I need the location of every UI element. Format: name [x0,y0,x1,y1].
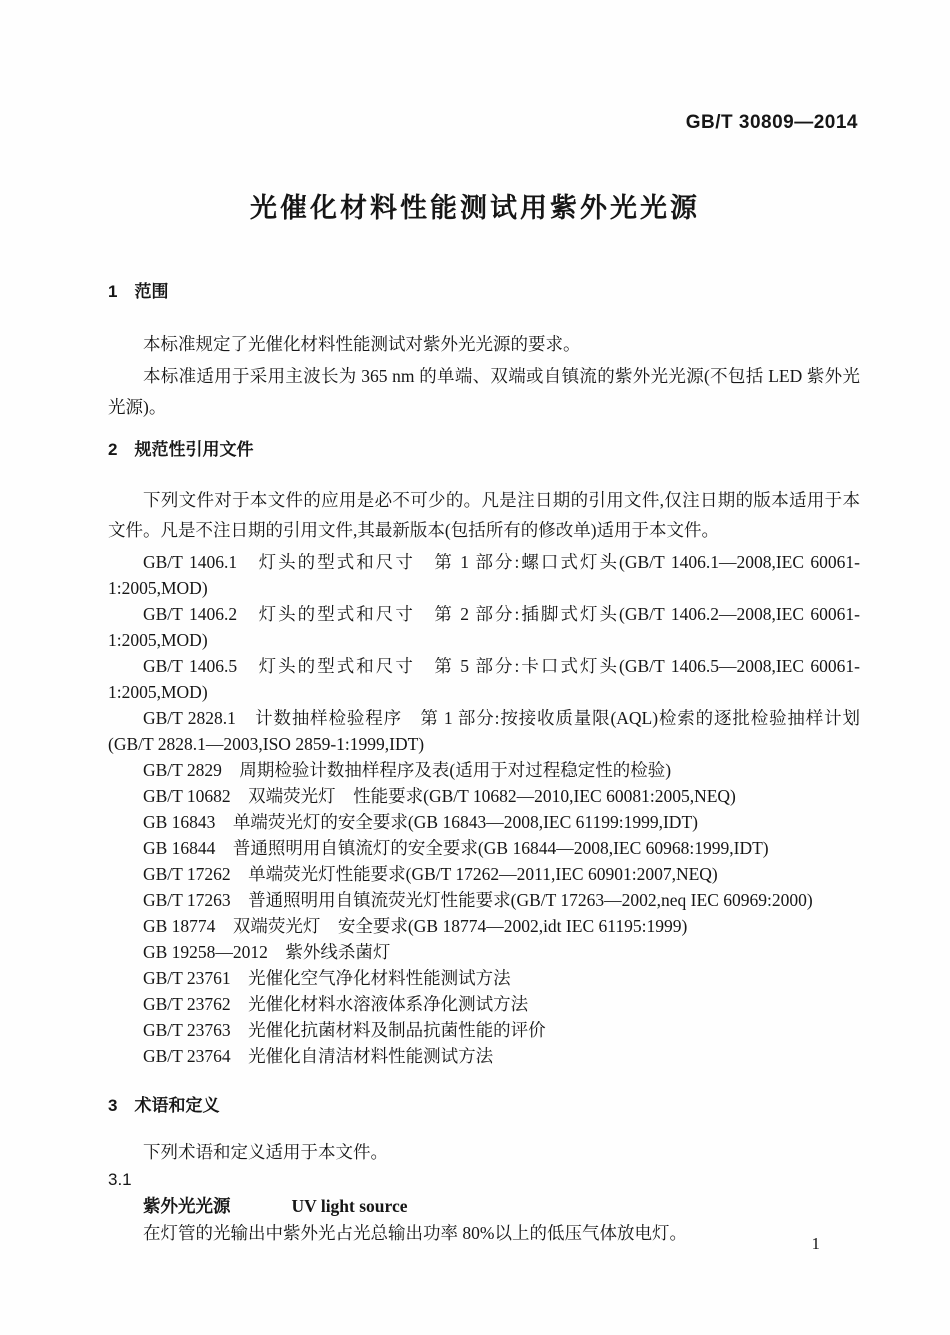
term-english: UV light source [291,1196,408,1216]
scope-paragraph-2: 本标准适用于采用主波长为 365 nm 的单端、双端或自镇流的紫外光光源(不包括 LED 紫外光光源)。 [108,366,860,417]
normative-references-list [108,549,860,1069]
section-1-title: 范围 [134,282,169,301]
reference-item: GB 16844 普通照明用自镇流灯的安全要求(GB 16844—2008,IEC 60968:1999,IDT) [143,838,769,858]
reference-item: GB/T 2829 周期检验计数抽样程序及表(适用于对过程稳定性的检验) [143,760,672,780]
section-3-title: 术语和定义 [134,1096,220,1115]
term-definition: 在灯管的光输出中紫外光占光总输出功率 80%以上的低压气体放电灯。 [143,1223,687,1243]
term-chinese: 紫外光光源 [143,1196,231,1216]
document-body [108,275,860,1247]
reference-item: GB 19258—2012 紫外线杀菌灯 [143,942,391,962]
reference-item: GB/T 23762 光催化材料水溶液体系净化测试方法 [143,994,529,1014]
normative-references-intro: 下列文件对于本文件的应用是必不可少的。凡是注日期的引用文件,仅注日期的版本适用于本文件。凡是不注日期的引用文件,其最新版本(包括所有的修改单)适用于本文件。 [108,490,860,540]
section-3-heading [108,1095,860,1117]
term-entry [108,1193,860,1220]
terms-intro: 下列术语和定义适用于本文件。 [143,1142,388,1162]
reference-item: GB/T 1406.2 灯头的型式和尺寸 第 2 部分:插脚式灯头(GB/T 1406.2—2008,IEC 60061-1:2005,MOD) [108,604,860,650]
section-2-number: 2 [108,440,118,459]
reference-item: GB/T 1406.1 灯头的型式和尺寸 第 1 部分:螺口式灯头(GB/T 1406.1—2008,IEC 60061-1:2005,MOD) [108,552,860,598]
reference-item: GB 18774 双端荧光灯 安全要求(GB 18774—2002,idt IEC 61195:1999) [143,916,688,936]
reference-item: GB/T 17263 普通照明用自镇流荧光灯性能要求(GB/T 17263—2002,neq IEC 60969:2000) [143,890,813,910]
reference-item: GB/T 10682 双端荧光灯 性能要求(GB/T 10682—2010,IEC 60081:2005,NEQ) [143,786,736,806]
reference-item: GB/T 23761 光催化空气净化材料性能测试方法 [143,968,511,988]
section-1-number: 1 [108,282,118,301]
section-2-heading [108,439,860,461]
section-1-heading [108,281,860,303]
section-2-title: 规范性引用文件 [134,440,254,459]
doc-title: 光催化材料性能测试用紫外光光源 [250,193,700,223]
reference-item: GB/T 23763 光催化抗菌材料及制品抗菌性能的评价 [143,1020,546,1040]
scope-paragraph-1: 本标准规定了光催化材料性能测试对紫外光光源的要求。 [143,334,581,354]
page-number: 1 [811,1234,820,1253]
reference-item: GB 16843 单端荧光灯的安全要求(GB 16843—2008,IEC 61199:1999,IDT) [143,812,698,832]
section-3-number: 3 [108,1096,118,1115]
clause-3-1-number: 3.1 [108,1170,132,1189]
doc-number: GB/T 30809—2014 [685,112,858,133]
reference-item: GB/T 2828.1 计数抽样检验程序 第 1 部分:按接收质量限(AQL)检索的逐批检验抽样计划(GB/T 2828.1—2003,ISO 2859-1:1999,IDT) [108,708,860,754]
reference-item: GB/T 1406.5 灯头的型式和尺寸 第 5 部分:卡口式灯头(GB/T 1406.5—2008,IEC 60061-1:2005,MOD) [108,656,860,702]
reference-item: GB/T 17262 单端荧光灯性能要求(GB/T 17262—2011,IEC 60901:2007,NEQ) [143,864,718,884]
reference-item: GB/T 23764 光催化自清洁材料性能测试方法 [143,1046,494,1066]
